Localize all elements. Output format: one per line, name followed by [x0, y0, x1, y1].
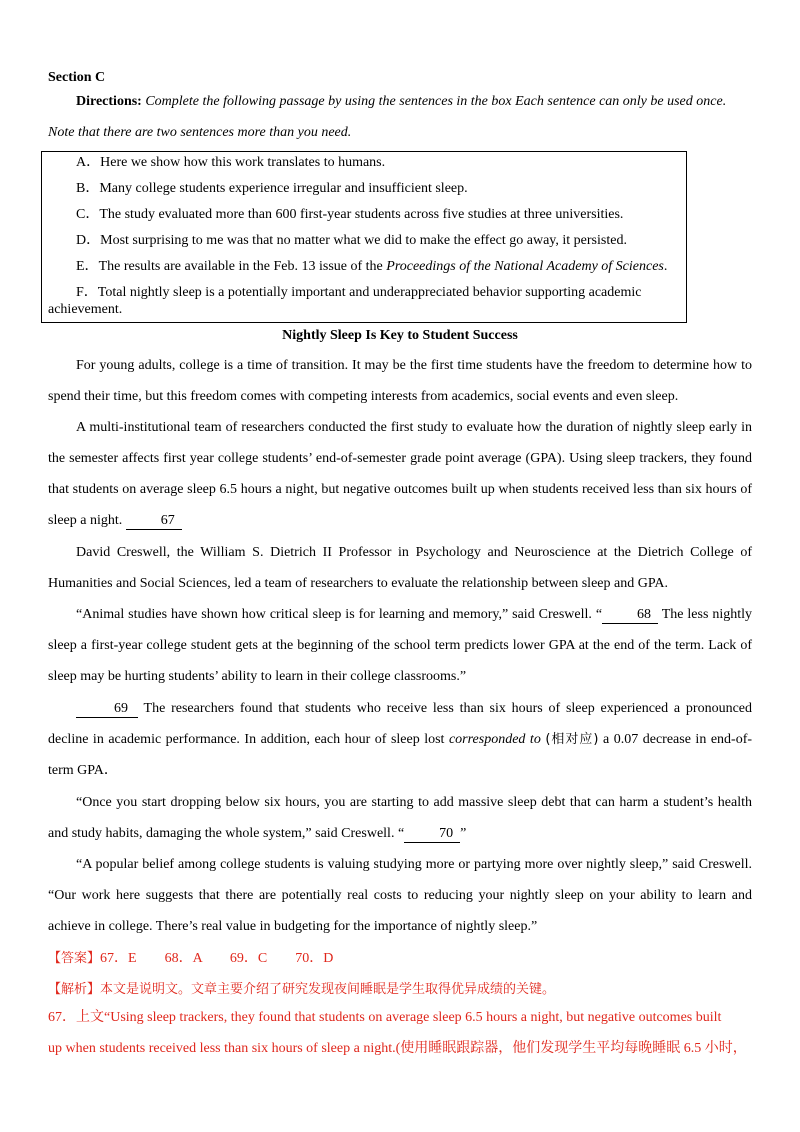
option-label: C． [76, 207, 100, 222]
italic-term: corresponded to [448, 732, 541, 747]
option-text-cont: achievement. [48, 302, 123, 317]
option-b [48, 180, 684, 197]
paragraph-5-text-end: a 0.07 decrease in end-of-term GPA． [48, 732, 753, 778]
directions-text: Complete the following passage by using the sentences in the box Each sentence can only be used once. [145, 94, 727, 109]
paragraph-4-text: “Animal studies have shown how critical sleep is for learning and memory,” said Creswell. “ [76, 607, 603, 622]
paragraph-3: David Creswell, the William S. Dietrich II Professor in Psychology and Neuroscience at the Dietrich College of Humanities and Social Sciences, led a team of researchers to evaluate the relationship between sleep and GPA. [48, 545, 752, 591]
analysis-67-line2: up when students received less than six hours of sleep a night.(使用睡眠跟踪器，他们发现学生平均每晚睡眠 6.5 小时， [48, 1041, 747, 1056]
section-heading: Section C [48, 70, 106, 85]
analysis-label: 【解析】 [48, 982, 101, 997]
paragraph-2-text: A multi-institutional team of researchers conducted the first study to evaluate how the duration of nightly sleep early in the semester affects first year college students’ end-of-semester grade point average (GPA). Using sleep trackers, they found that students on average sleep 6.5 hours a night, but negative outcomes built up when students received less than six hours of sleep a night. [48, 420, 752, 528]
directions-label: Directions: [76, 94, 142, 109]
option-d [48, 232, 684, 249]
blank-68: 68 [602, 607, 658, 624]
option-text: Here we show how this work translates to humans. [100, 155, 386, 170]
option-text: Many college students experience irregular and insufficient sleep. [99, 181, 468, 196]
journal-name: Proceedings of the National Academy of Sciences [386, 259, 664, 274]
option-text: Most surprising to me was that no matter what we did to make the effect go away, it persisted. [100, 233, 627, 248]
analysis-text: 本文是说明文。文章主要介绍了研究发现夜间睡眠是学生取得优异成绩的关键。 [100, 982, 556, 997]
option-label: F． [76, 285, 98, 300]
paragraph-5 [48, 693, 752, 786]
option-f [48, 284, 684, 318]
paragraph-6-text-end: ” [460, 826, 467, 841]
paragraph-7: “A popular belief among college students is valuing studying more or partying more over nightly sleep,” said Creswell. “Our work here suggests that there are potentially real costs to reducing your nightly sleep on your ability to learn and achieve in college. There’s real value in budgeting for the importance of nightly sleep.” [48, 857, 752, 934]
blank-69: 69 [76, 701, 138, 718]
answer-line [48, 943, 752, 974]
option-text: Total nightly sleep is a potentially important and underappreciated behavior supporting academic [97, 285, 642, 300]
paragraph-4-text-end: The less nightly sleep a first-year college student gets at the beginning of the school term predicts lower GPA at the end of the term. Lack of sleep may be hurting students’ ability to learn in their college classrooms.” [48, 607, 753, 684]
option-text: The results are available in the Feb. 13 issue of the [98, 259, 387, 274]
directions [48, 86, 752, 117]
blank-67: 67 [126, 513, 182, 530]
paragraph-1: For young adults, college is a time of transition. It may be the first time students have the freedom to determine how to spend their time, but this freedom comes with competing interests from academics, social events and even sleep. [48, 358, 752, 404]
paragraph-6-text: “Once you start dropping below six hours, you are starting to add massive sleep debt that can harm a student’s health and study habits, damaging the whole system,” said Creswell. “ [48, 795, 752, 841]
analysis-67-line1: 67．上文“Using sleep trackers, they found that students on average sleep 6.5 hours a night, but negative outcomes built [48, 1010, 722, 1025]
option-text-end: . [663, 259, 668, 274]
option-text: The study evaluated more than 600 first-year students across five studies at three universities. [99, 207, 624, 222]
paragraph-5-text: The researchers found that students who receive less than six hours of sleep experienced a pronounced decline in academic performance. In addition, each hour of sleep lost [48, 701, 753, 747]
option-a [48, 154, 684, 171]
paragraph-4 [48, 599, 752, 692]
chinese-gloss: (相对应) [545, 732, 599, 747]
option-label: A． [76, 155, 101, 170]
blank-70: 70 [404, 826, 460, 843]
directions-note: Note that there are two sentences more than you need. [48, 125, 352, 140]
answer-label: 【答案】 [48, 951, 101, 966]
paragraph-6 [48, 787, 752, 849]
option-label: B． [76, 181, 100, 196]
option-label: D． [76, 233, 101, 248]
analysis-line [48, 974, 752, 1005]
option-label: E． [76, 259, 99, 274]
paragraph-2 [48, 412, 752, 536]
article-title: Nightly Sleep Is Key to Student Success [282, 328, 518, 343]
option-c [48, 206, 684, 223]
option-e [48, 258, 684, 275]
answer-text: 67．E 68．A 69．C 70．D [100, 951, 334, 966]
